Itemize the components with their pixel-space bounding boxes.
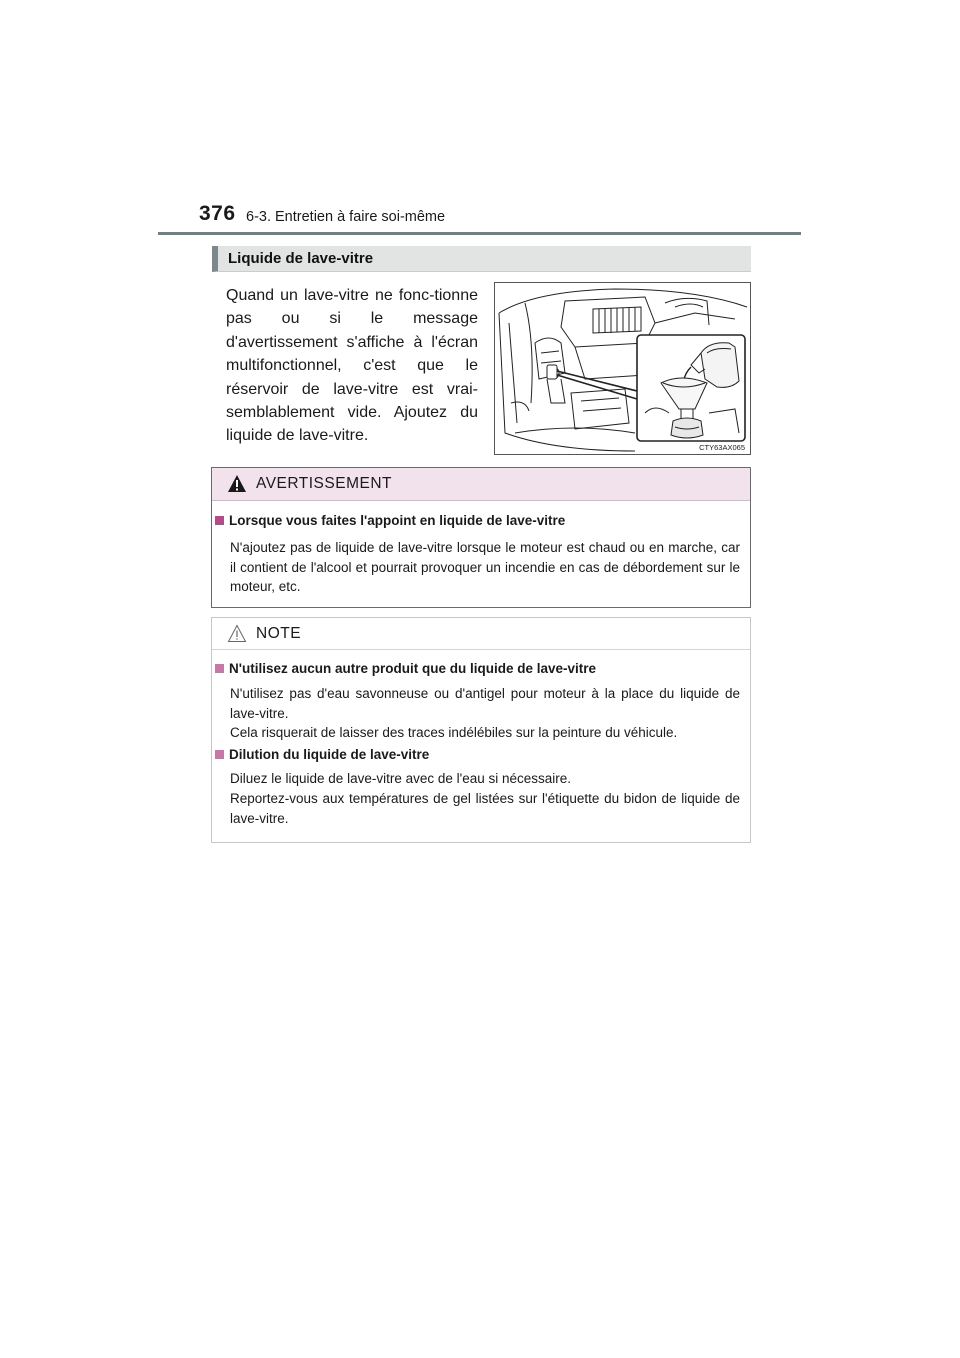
heading-title: Liquide de lave-vitre [228, 250, 374, 267]
note-item-1-title-text: N'utilisez aucun autre produit que du liquide de lave-vitre [229, 661, 597, 676]
note-box [211, 617, 751, 843]
bullet-square [215, 664, 224, 673]
note-item-2-title-text: Dilution du liquide de lave-vitre [229, 747, 430, 762]
warning-triangle-icon [227, 474, 247, 493]
intro-paragraph: Quand un lave-vitre ne fonc-tionne pas ou si le message d'avertissement s'affiche à l'écran multifonctionnel, c'est que le réservoir de lave-vitre est vrai-semblablement vide. Ajoutez du liquide de lave-vitre. [226, 287, 478, 445]
engine-bay-drawing [495, 283, 750, 454]
caution-outline-triangle-icon [227, 624, 247, 643]
note-item-2-title [215, 747, 429, 762]
note-item-1-title [215, 661, 596, 676]
warning-item-title-text: Lorsque vous faites l'appoint en liquide de lave-vitre [229, 513, 566, 528]
header-rule [158, 232, 801, 235]
engine-bay-illustration [494, 282, 751, 455]
bullet-square [215, 750, 224, 759]
note-item-2-text: Diluez le liquide de lave-vitre avec de l'eau si nécessaire. [230, 771, 572, 786]
figure-code: CTY63AX065 [699, 443, 745, 452]
bullet-square [215, 516, 224, 525]
page-number: 376 [199, 202, 236, 225]
warning-title: AVERTISSEMENT [256, 475, 392, 492]
note-item-2-text-2: Reportez-vous aux températures de gel listées sur l'étiquette du bidon de liquide de lave-vitre. [230, 791, 740, 826]
warning-item-text: N'ajoutez pas de liquide de lave-vitre lorsque le moteur est chaud ou en marche, car il contient de l'alcool et pourrait provoquer un incendie en cas de débordement sur le moteur, etc. [230, 540, 740, 595]
warning-box [211, 467, 751, 608]
section-title: 6-3. Entretien à faire soi-même [246, 209, 446, 225]
warning-header [212, 468, 750, 501]
heading-bar [212, 246, 751, 272]
warning-item-title [215, 513, 565, 528]
note-header [212, 618, 750, 650]
note-item-1-text-2: Cela risquerait de laisser des traces indélébiles sur la peinture du véhicule. [230, 725, 678, 740]
note-item-1-text: N'utilisez pas d'eau savonneuse ou d'antigel pour moteur à la place du liquide de lave-vitre. [230, 686, 740, 721]
note-title: NOTE [256, 625, 302, 642]
